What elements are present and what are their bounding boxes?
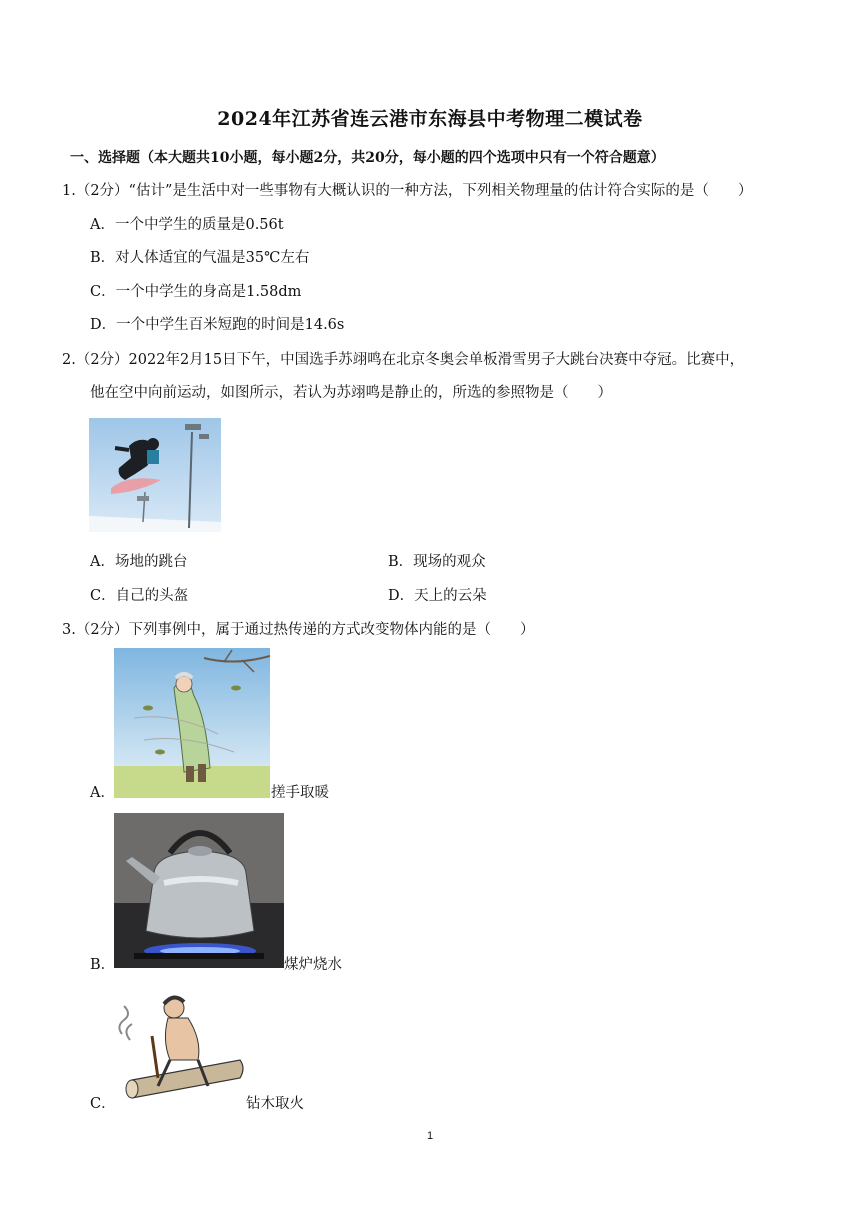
kettle-stove-image <box>114 813 284 968</box>
question-3-option-c-text: 钻木取火 <box>246 1096 304 1112</box>
question-3-stem: 3.（2分）下列事例中，属于通过热传递的方式改变物体内能的是（ ） <box>62 622 535 638</box>
question-3-option-a-text: 搓手取暖 <box>271 785 329 801</box>
page-number: 1 <box>426 1130 434 1142</box>
question-2-option-b: B．现场的观众 <box>388 554 486 570</box>
question-2-stem-line-2: 他在空中向前运动，如图所示，若认为苏翊鸣是静止的，所选的参照物是（ ） <box>90 385 612 401</box>
question-1-option-a: A．一个中学生的质量是0.56t <box>90 217 284 233</box>
drilling-wood-image <box>112 990 246 1108</box>
question-3-option-b-letter: B． <box>90 957 116 973</box>
question-2-option-d: D．天上的云朵 <box>388 588 487 604</box>
question-1-option-c: C．一个中学生的身高是1.58dm <box>90 284 302 300</box>
question-2-option-c: C．自己的头盔 <box>90 588 189 604</box>
question-3-option-c-letter: C． <box>90 1096 116 1112</box>
question-3-option-b-text: 煤炉烧水 <box>284 957 342 973</box>
question-1-stem: 1.（2分）“估计”是生活中对一些事物有大概认识的一种方法，下列相关物理量的估计符合实际的是（ ） <box>62 183 753 199</box>
question-2-option-a: A．场地的跳台 <box>90 554 188 570</box>
snowboarder-image <box>89 418 221 532</box>
question-1-option-d: D．一个中学生百米短跑的时间是14.6s <box>90 317 345 333</box>
page-title: 2024年江苏省连云港市东海县中考物理二模试卷 <box>217 108 643 130</box>
question-3-option-a-letter: A． <box>90 785 115 801</box>
rubbing-hands-image <box>114 648 270 798</box>
section-heading: 一、选择题（本大题共10小题，每小题2分，共20分，每小题的四个选项中只有一个符合题意） <box>70 150 665 166</box>
question-2-stem-line-1: 2.（2分）2022年2月15日下午，中国选手苏翊鸣在北京冬奥会单板滑雪男子大跳台决赛中夺冠。比赛中， <box>62 352 745 368</box>
question-1-option-b: B．对人体适宜的气温是35℃左右 <box>90 250 310 266</box>
